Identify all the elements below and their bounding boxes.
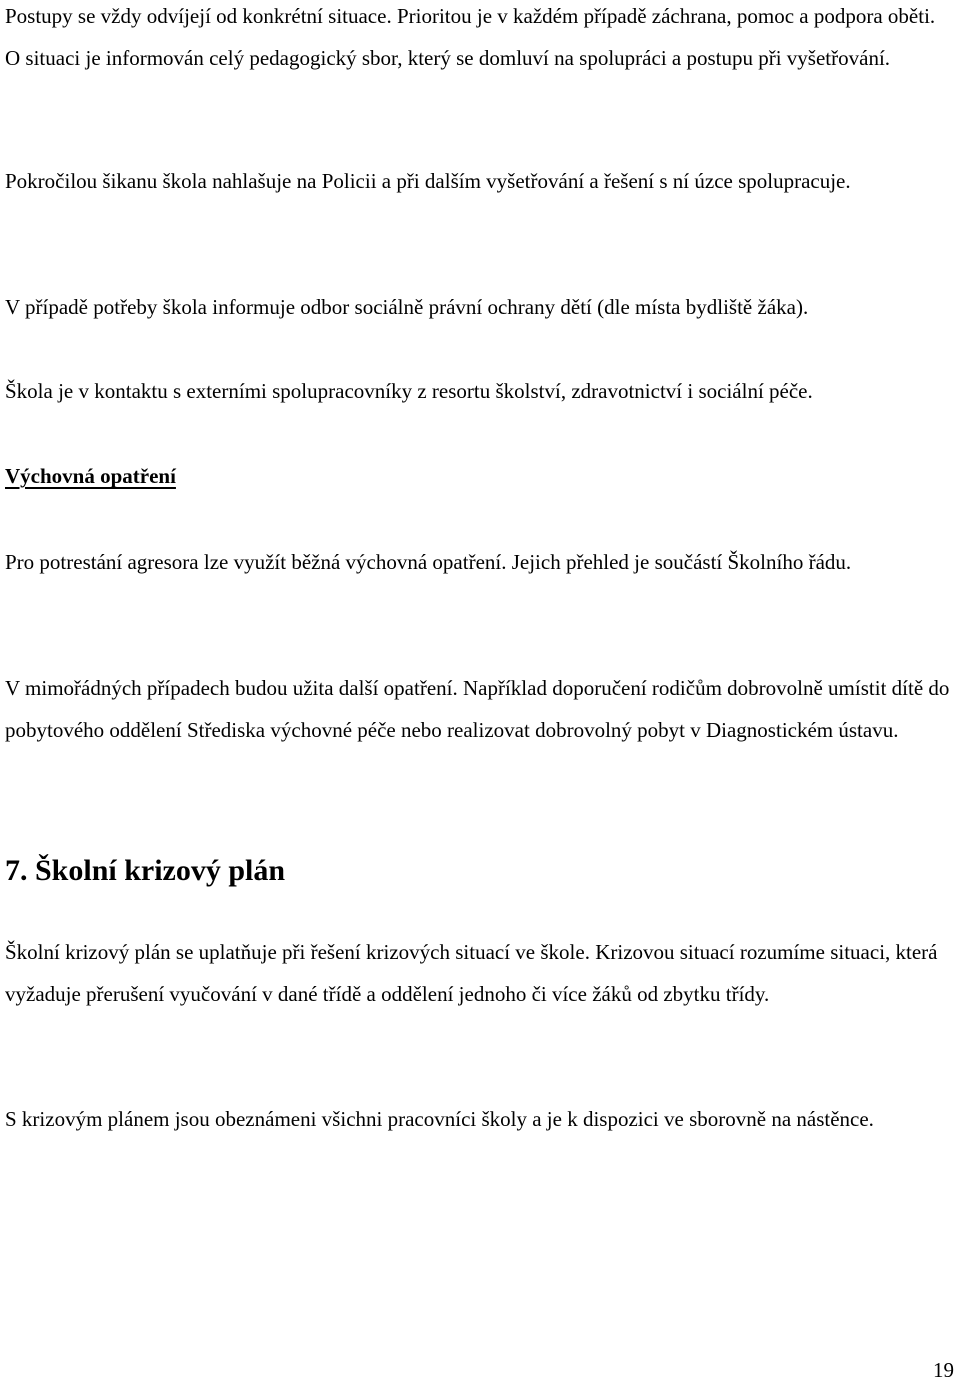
section-heading-crisis-plan: 7. Školní krizový plán (5, 854, 286, 887)
paragraph-procedures: Postupy se vždy odvíjejí od konkrétní situace. Prioritou je v každém případě záchrana, pomoc a podpora oběti. O situaci je informován celý pedagogický sbor, který se domluví na spolupráci a postupu při vyšetřování. (5, 4, 936, 70)
page-number: 19 (933, 1358, 954, 1382)
paragraph-crisis-plan: Školní krizový plán se uplatňuje při řešení krizových situací ve škole. Krizovou situací rozumíme situaci, která vyžaduje přerušení vyučování v dané třídě a oddělení jednoho či více žáků od zbytku třídy. (5, 940, 938, 1006)
paragraph-external-contacts: Škola je v kontaktu s externími spolupracovníky z resortu školství, zdravotnictví i sociální péče. (5, 379, 813, 403)
heading-educational-measures: Výchovná opatření (5, 464, 176, 488)
paragraph-extraordinary-measures: V mimořádných případech budou užita další opatření. Například doporučení rodičům dobrovolně umístit dítě do pobytového oddělení Střediska výchovné péče nebo realizovat dobrovolný pobyt v Diagnostickém ústavu. (5, 676, 950, 742)
paragraph-punishment: Pro potrestání agresora lze využít běžná výchovná opatření. Jejich přehled je součástí Školního řádu. (5, 550, 852, 574)
paragraph-social-protection: V případě potřeby škola informuje odbor sociálně právní ochrany dětí (dle místa bydliště žáka). (5, 295, 809, 319)
paragraph-police-report: Pokročilou šikanu škola nahlašuje na Policii a při dalším vyšetřování a řešení s ní úzce spolupracuje. (5, 169, 851, 193)
paragraph-crisis-plan-staff: S krizovým plánem jsou obeznámeni všichni pracovníci školy a je k dispozici ve sborovně na nástěnce. (5, 1107, 874, 1131)
